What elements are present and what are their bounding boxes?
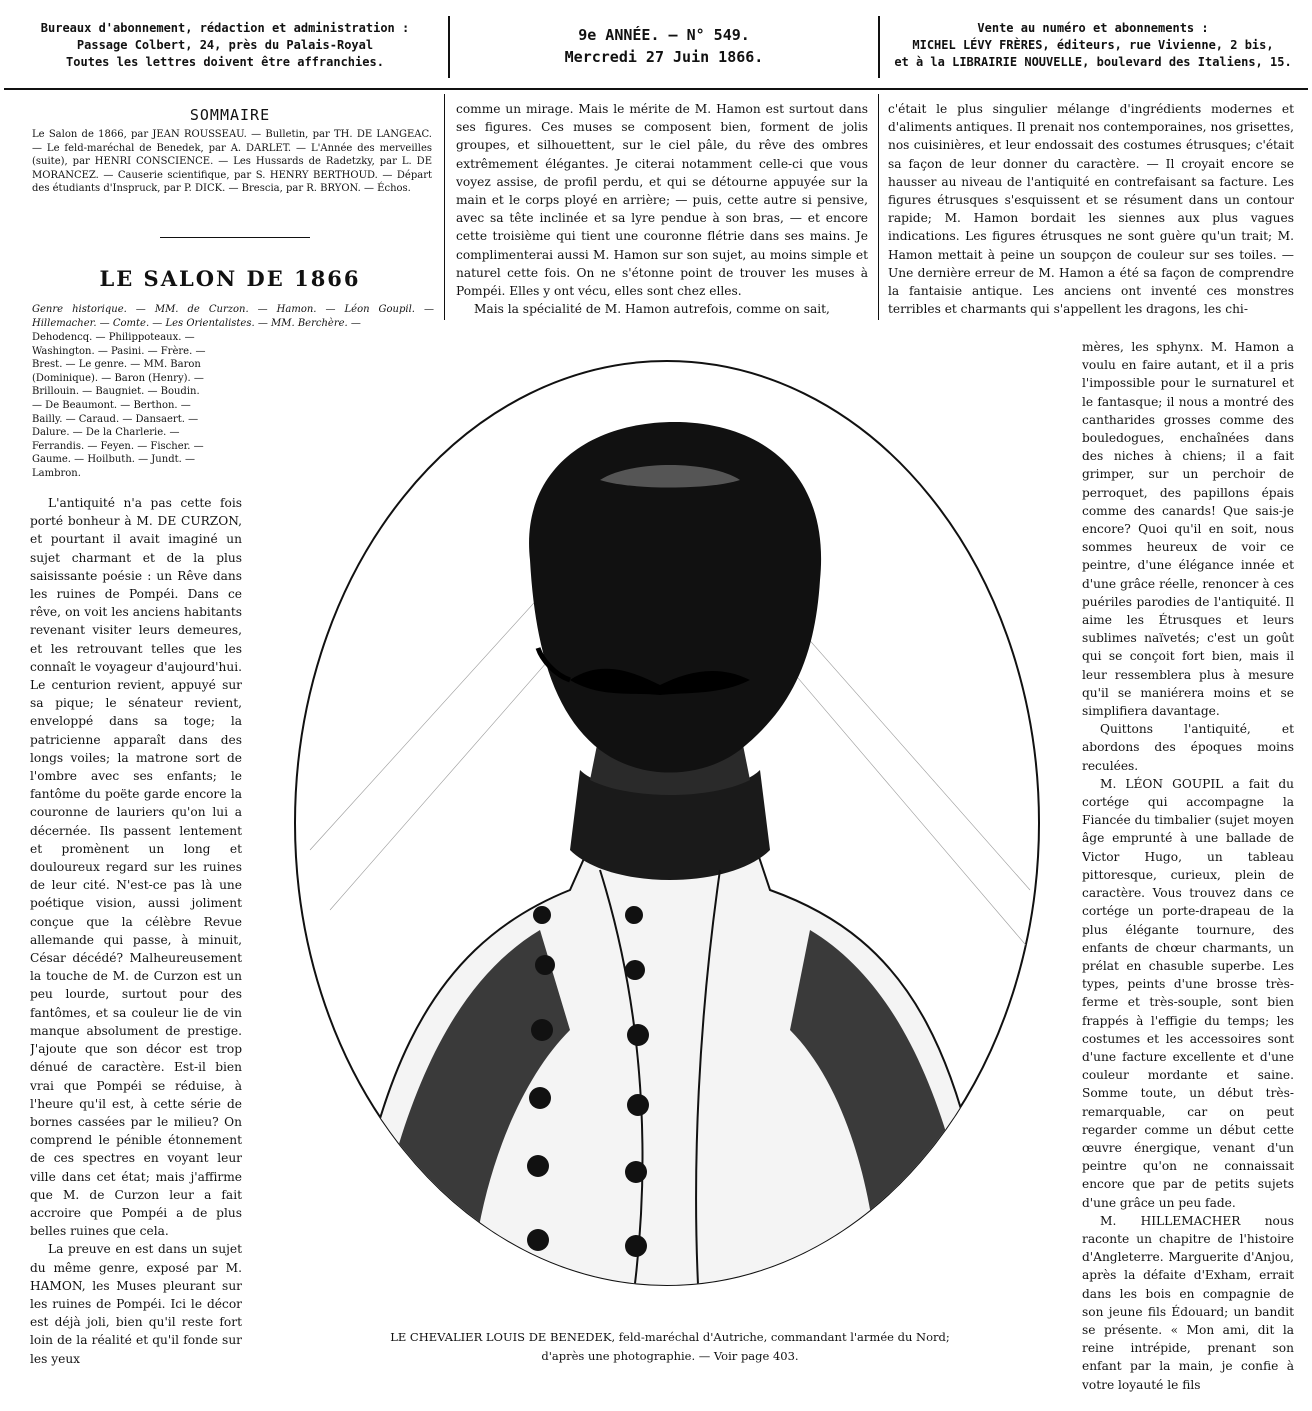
masthead-left-line2: Passage Colbert, 24, près du Palais-Royal	[76, 38, 374, 52]
masthead-divider-left	[448, 16, 450, 78]
sommaire-text: Le Salon de 1866, par JEAN ROUSSEAU. — Bulletin, par TH. DE LANGEAC. — Le feld-maréchal de Benedek, par A. DARLET. — L'Année des merveilles (suite), par HENRI CONSCIENCE. — Les Hussards de Radetzky, par L. DE MORANCEZ. — Causerie scientifique, par S. HENRY BERTHOUD. — Départ des étudiants d'Inspruck, par P. DICK. — Brescia, par R. BRYON. — Échos.	[32, 129, 432, 194]
salon-summary-top: Genre historique. — MM. de Curzon. — Hamon. — Léon Goupil. — Hillemacher. — Comte. — Les Orientalistes. — MM. Berchère. —	[32, 304, 434, 329]
masthead-center	[455, 24, 873, 68]
article-paragraph: La preuve en est dans un sujet du même genre, exposé par M. HAMON, les Muses pleurant sur les ruines de Pompéi. Ici le décor est déjà joli, bien qu'il reste fort loin de la réalité et qu'il fonde sur les yeux	[30, 1242, 242, 1366]
summary-line: Dehodencq. — Philippoteaux. —	[32, 332, 195, 343]
article-paragraph: comme un mirage. Mais le mérite de M. Hamon est surtout dans ses figures. Ces muses se composent bien, forment de jolis groupes, et silhouettent, sur le ciel pâle, du rêve des ombres extrêmement élégantes. Je citerai notamment celle-ci que vous voyez assise, de profil perdu, et qui se détourne appuyée sur la main et le corps ployé en arrière; — puis, cette autre si pensive, avec sa tête inclinée et sa lyre pendue à son bras, — et encore cette troisième qui tient une couronne flétrie dans ses mains. Je complimenterai aussi M. Hamon sur son sujet, au moins simple et naturel cette fois. On ne s'étonne point de trouver les muses à Pompéi. Elles y ont vécu, elles sont chez elles.	[456, 102, 868, 299]
article-paragraph: M. HILLEMACHER nous raconte un chapitre de l'histoire d'Angleterre. Marguerite d'Anjou, après la défaite d'Exham, errait dans les bois en compagnie de son jeune fils Édouard; un bandit se présente. « Mon ami, dit la reine intrépide, prenant son enfant par la main, je confie à votre loyauté le fils	[1082, 1213, 1294, 1392]
summary-line: — De Beaumont. — Berthon. —	[32, 399, 191, 411]
article-column-2	[456, 100, 868, 335]
masthead-rule	[4, 88, 1308, 90]
masthead-right-line3: et à la LIBRAIRIE NOUVELLE, boulevard des Italiens, 15.	[894, 55, 1292, 69]
illustration-caption	[300, 1328, 1040, 1366]
masthead-left	[20, 20, 430, 71]
sommaire-rule	[160, 237, 310, 238]
masthead-left-line1: Bureaux d'abonnement, rédaction et administration :	[40, 21, 410, 35]
article-paragraph: Mais la spécialité de M. Hamon autrefois, comme on sait,	[474, 302, 830, 317]
issue-date: Mercredi 27 Juin 1866.	[564, 48, 764, 66]
article-paragraph: mères, les sphynx. M. Hamon a voulu en faire autant, et il a pris l'impossible pour le surnaturel et le fantasque; il nous a montré des cantharides grosses comme des bouledogues, enchaînées dans des niches à chiens; il a fait grimper, sur un perchoir de perroquet, des papillons épais comme des canards! Que sais-je encore? Quoi qu'il en soit, nous sommes heureux de voir ce peintre, d'une élégance innée et d'une grâce réelle, renoncer à ces puériles parodies de l'antiquité. Il aime les Étrusques et leurs sublimes naïvetés; c'est un goût qui se conçoit fort bien, mais il leur ressemblera plus à mesure qu'il se maniérera moins et se simplifiera davantage.	[1082, 340, 1294, 719]
column-rule-2	[878, 94, 879, 320]
masthead-left-line3: Toutes les lettres doivent être affranchies.	[66, 55, 384, 69]
summary-line: Lambron.	[32, 467, 81, 479]
caption-line-1: LE CHEVALIER LOUIS DE BENEDEK, feld-maréchal d'Autriche, commandant l'armée du Nord;	[390, 1330, 950, 1344]
caption-line-2: d'après une photographie. — Voir page 403.	[541, 1349, 799, 1363]
summary-line: (Dominique). — Baron (Henry). —	[32, 372, 204, 384]
article-column-1	[30, 494, 242, 1384]
summary-line: Brillouin. — Baugniet. — Boudin.	[32, 386, 200, 398]
masthead-right-line2: MICHEL LÉVY FRÈRES, éditeurs, rue Vivienne, 2 bis,	[912, 38, 1274, 52]
summary-line: Dalure. — De la Charlerie. —	[32, 427, 180, 439]
masthead-right	[888, 20, 1298, 71]
summary-line: Washington. — Pasini. — Frère. —	[32, 345, 206, 357]
masthead-divider-right	[878, 16, 880, 78]
column-rule-1	[444, 94, 445, 320]
masthead-right-line1: Vente au numéro et abonnements :	[977, 21, 1209, 35]
salon-summary-list	[32, 331, 242, 481]
article-paragraph: c'était le plus singulier mélange d'ingrédients modernes et d'aliments antiques. Il prenait nos contemporaines, nos grisettes, nos cuisinières, et leur endossait des costumes étrusques; c'était sa façon de leur donner du caractère. — Il croyait encore se hausser au niveau de l'antiquité en contrefaisant sa facture. Les figures étrusques s'esquissent et se résument dans un contour rapide; M. Hamon bordait les siennes aux plus vagues indications. Les figures étrusques ne sont guère qu'un trait; M. Hamon mettait à peine un soupçon de couleur sur ses toiles. — Une dernière erreur de M. Hamon a été sa façon de comprendre la fantaisie antique. Les anciens ont inventé ces monstres terribles et charmants qui s'appellent les dragons, les chi-	[888, 102, 1294, 317]
article-paragraph: Quittons l'antiquité, et abordons des époques moins reculées.	[1082, 722, 1294, 773]
sommaire-title: SOMMAIRE	[189, 106, 271, 124]
benedek-portrait-illustration	[270, 330, 1065, 1320]
article-column-3	[888, 100, 1294, 340]
issue-number: 9e ANNÉE. — N° 549.	[578, 26, 750, 44]
salon-title: LE SALON DE 1866	[99, 266, 361, 291]
article-paragraph: L'antiquité n'a pas cette fois porté bonheur à M. DE CURZON, et pourtant il avait imaginé un sujet charmant et de la plus saisissante poésie : un Rêve dans les ruines de Pompéi. Dans ce rêve, on voit les anciens habitants revenant visiter leurs demeures, et les retrouvant telles que les connaît le voyageur d'aujourd'hui. Le centurion revient, appuyé sur sa pique; le sénateur revient, enveloppé dans sa toge; la patricienne apparaît dans des longs voiles; la matrone sort de l'ombre avec ses enfants; le fantôme du poëte garde encore la couronne de lauriers qu'on lui a décernée. Ils passent lentement et promènent un long et douloureux regard sur les ruines de leur cité. N'est-ce pas là une poétique vision, aussi joliment conçue que la célèbre Revue allemande qui passe, à minuit, César décédé? Malheureusement la touche de M. de Curzon est un peu lourde, surtout pour des fantômes, et sa couleur lie de vin manque absolument de prestige. J'ajoute que son décor est trop dénué de caractère. Est-il bien vrai que Pompéi se réduise, à l'heure qu'il est, à cette série de bornes cassées par le milieu? On comprend le pénible étonnement de ces spectres en voyant leur ville dans cet état; mais j'affirme que M. de Curzon leur a fait accroire que Pompéi a de plus belles ruines que cela.	[30, 496, 242, 1239]
summary-line: Brest. — Le genre. — MM. Baron	[32, 359, 201, 371]
article-paragraph: M. LÉON GOUPIL a fait du cortége qui accompagne la Fiancée du timbalier (sujet moyen âge emprunté à une ballade de Victor Hugo, un tableau pittoresque, curieux, plein de caractère. Vous trouvez dans ce cortége un porte-drapeau de la plus élégante tournure, des enfants de chœur charmants, un prélat en chasuble superbe. Les types, peints d'une brosse très-ferme et très-souple, sont bien frappés à l'effigie du temps; les costumes et les accessoires sont d'une facture excellente et d'une couleur mordante et saine. Somme toute, un début très-remarquable, car on peut regarder comme un début cette œuvre énergique, venant d'un peintre qu'on ne connaissait encore que par de petits sujets d'une grâce un peu fade.	[1082, 776, 1294, 1210]
article-column-4	[1082, 338, 1294, 1398]
summary-line: Gaume. — Hoilbuth. — Jundt. —	[32, 454, 195, 466]
summary-line: Bailly. — Caraud. — Dansaert. —	[32, 413, 199, 425]
summary-line: Ferrandis. — Feyen. — Fischer. —	[32, 440, 204, 452]
